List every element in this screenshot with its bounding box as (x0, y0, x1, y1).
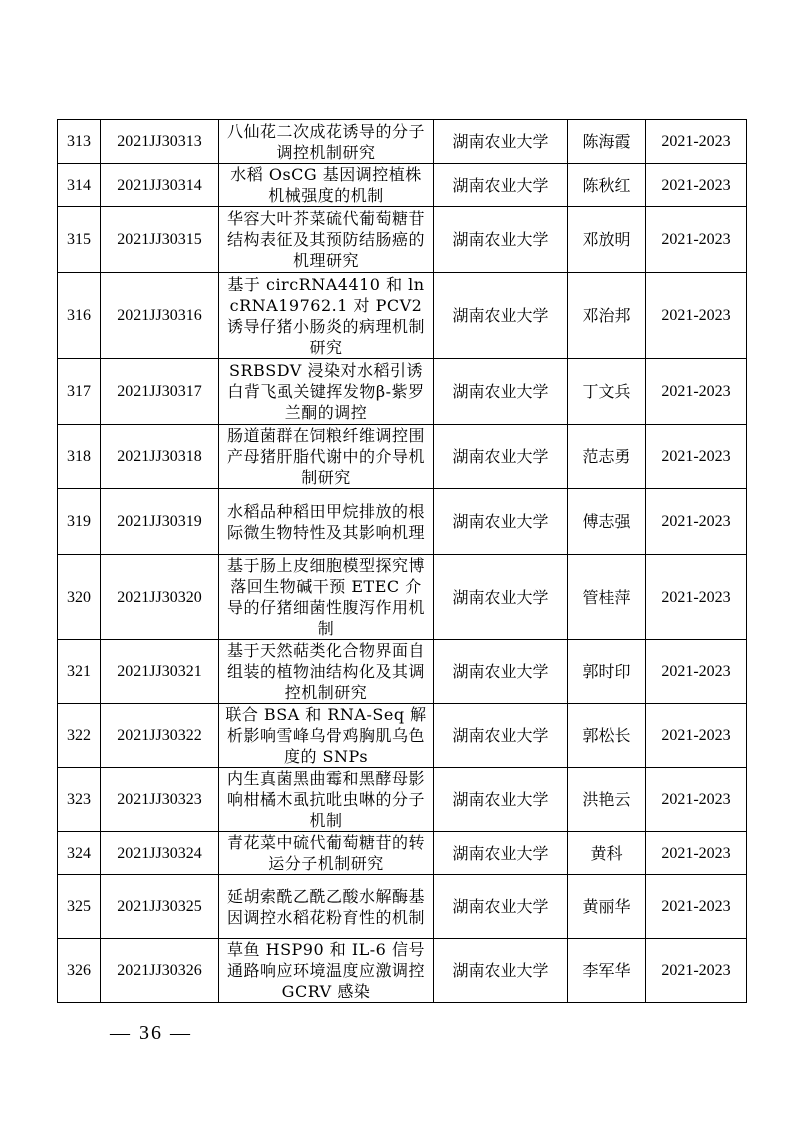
project-table-body (58, 120, 747, 1003)
cell-project-title (219, 489, 434, 555)
cell-project-title (219, 768, 434, 832)
cell-number: 317 (58, 359, 101, 425)
cell-project-title (219, 120, 434, 164)
table-row (58, 359, 747, 425)
cell-period: 2021-2023 (646, 120, 747, 164)
cell-unit: 湖南农业大学 (434, 939, 568, 1003)
cell-project-title (219, 164, 434, 207)
cell-person: 傅志强 (568, 489, 646, 555)
table-row (58, 120, 747, 164)
project-title-text: 青花菜中硫代葡萄糖苷的转运分子机制研究 (226, 833, 425, 873)
project-title-text: 水稻 OsCG 基因调控植株机械强度的机制 (230, 165, 422, 205)
cell-person: 陈秋红 (568, 164, 646, 207)
cell-period: 2021-2023 (646, 939, 747, 1003)
project-title-text: 八仙花二次成花诱导的分子调控机制研究 (226, 121, 425, 162)
cell-number: 320 (58, 555, 101, 640)
table-row (58, 768, 747, 832)
cell-person: 丁文兵 (568, 359, 646, 425)
cell-period: 2021-2023 (646, 875, 747, 939)
cell-project-id: 2021JJ30317 (101, 359, 219, 425)
cell-unit: 湖南农业大学 (434, 207, 568, 273)
table-row (58, 939, 747, 1003)
cell-person: 黄丽华 (568, 875, 646, 939)
project-title-text: 水稻品种稻田甲烷排放的根际微生物特性及其影响机理 (226, 501, 425, 542)
cell-project-id: 2021JJ30314 (101, 164, 219, 207)
cell-project-id: 2021JJ30323 (101, 768, 219, 832)
cell-period: 2021-2023 (646, 832, 747, 875)
table-row (58, 425, 747, 489)
cell-person: 洪艳云 (568, 768, 646, 832)
cell-unit: 湖南农业大学 (434, 832, 568, 875)
cell-unit: 湖南农业大学 (434, 120, 568, 164)
project-title-text: 肠道菌群在饲粮纤维调控围产母猪肝脂代谢中的介导机制研究 (226, 426, 425, 487)
cell-person: 管桂萍 (568, 555, 646, 640)
cell-unit: 湖南农业大学 (434, 704, 568, 768)
cell-project-id: 2021JJ30318 (101, 425, 219, 489)
table-row (58, 555, 747, 640)
cell-project-id: 2021JJ30316 (101, 273, 219, 359)
cell-unit: 湖南农业大学 (434, 273, 568, 359)
table-row (58, 207, 747, 273)
cell-project-id: 2021JJ30321 (101, 640, 219, 704)
project-title-text: 草鱼 HSP90 和 IL-6 信号通路响应环境温度应激调控 GCRV 感染 (226, 940, 425, 1001)
cell-project-title (219, 640, 434, 704)
cell-period: 2021-2023 (646, 425, 747, 489)
table-row (58, 875, 747, 939)
cell-period: 2021-2023 (646, 164, 747, 207)
cell-project-id: 2021JJ30319 (101, 489, 219, 555)
cell-period: 2021-2023 (646, 704, 747, 768)
cell-project-title (219, 832, 434, 875)
project-title-text: 联合 BSA 和 RNA-Seq 解析影响雪峰乌骨鸡胸肌乌色度的 SNPs (225, 705, 427, 766)
table-row (58, 832, 747, 875)
project-title-text: SRBSDV 浸染对水稻引诱白背飞虱关键挥发物β-紫罗兰酮的调控 (227, 361, 425, 422)
cell-period: 2021-2023 (646, 555, 747, 640)
cell-unit: 湖南农业大学 (434, 425, 568, 489)
cell-person: 邓放明 (568, 207, 646, 273)
cell-project-id: 2021JJ30322 (101, 704, 219, 768)
cell-period: 2021-2023 (646, 359, 747, 425)
cell-period: 2021-2023 (646, 207, 747, 273)
cell-number: 316 (58, 273, 101, 359)
cell-project-id: 2021JJ30326 (101, 939, 219, 1003)
project-title-text: 基于肠上皮细胞模型探究博落回生物碱干预 ETEC 介导的仔猪细菌性腹泻作用机制 (226, 556, 425, 638)
cell-period: 2021-2023 (646, 273, 747, 359)
cell-period: 2021-2023 (646, 489, 747, 555)
table-row (58, 164, 747, 207)
cell-period: 2021-2023 (646, 640, 747, 704)
cell-person: 李军华 (568, 939, 646, 1003)
project-title-text: 基于 circRNA4410 和 lncRNA19762.1 对 PCV2 诱导仔猪小肠炎的病理机制研究 (226, 274, 425, 357)
cell-number: 325 (58, 875, 101, 939)
cell-number: 323 (58, 768, 101, 832)
cell-person: 黄科 (568, 832, 646, 875)
cell-number: 315 (58, 207, 101, 273)
cell-project-id: 2021JJ30320 (101, 555, 219, 640)
cell-project-title (219, 425, 434, 489)
table-row (58, 640, 747, 704)
cell-unit: 湖南农业大学 (434, 640, 568, 704)
cell-number: 318 (58, 425, 101, 489)
project-title-text: 华容大叶芥菜硫代葡萄糖苷结构表征及其预防结肠癌的机理研究 (226, 209, 425, 270)
cell-unit: 湖南农业大学 (434, 768, 568, 832)
table-row (58, 273, 747, 359)
cell-number: 322 (58, 704, 101, 768)
cell-unit: 湖南农业大学 (434, 555, 568, 640)
project-title-text: 延胡索酰乙酰乙酸水解酶基因调控水稻花粉育性的机制 (226, 886, 425, 927)
cell-number: 326 (58, 939, 101, 1003)
cell-person: 郭松长 (568, 704, 646, 768)
cell-person: 邓治邦 (568, 273, 646, 359)
cell-number: 314 (58, 164, 101, 207)
cell-project-title (219, 939, 434, 1003)
cell-project-title (219, 555, 434, 640)
cell-unit: 湖南农业大学 (434, 359, 568, 425)
cell-person: 范志勇 (568, 425, 646, 489)
cell-project-id: 2021JJ30324 (101, 832, 219, 875)
cell-project-id: 2021JJ30315 (101, 207, 219, 273)
project-table (57, 119, 747, 1003)
cell-person: 陈海霞 (568, 120, 646, 164)
cell-unit: 湖南农业大学 (434, 489, 568, 555)
table-row (58, 704, 747, 768)
cell-project-title (219, 704, 434, 768)
cell-period: 2021-2023 (646, 768, 747, 832)
cell-number: 324 (58, 832, 101, 875)
table-row (58, 489, 747, 555)
cell-project-id: 2021JJ30325 (101, 875, 219, 939)
cell-unit: 湖南农业大学 (434, 164, 568, 207)
cell-project-title (219, 207, 434, 273)
cell-project-id: 2021JJ30313 (101, 120, 219, 164)
project-title-text: 内生真菌黑曲霉和黑酵母影响柑橘木虱抗吡虫啉的分子机制 (226, 769, 425, 830)
cell-project-title (219, 359, 434, 425)
cell-project-title (219, 875, 434, 939)
cell-person: 郭时印 (568, 640, 646, 704)
project-title-text: 基于天然萜类化合物界面自组装的植物油结构化及其调控机制研究 (226, 641, 425, 702)
cell-number: 321 (58, 640, 101, 704)
page-number: — 36 — (110, 1022, 192, 1044)
cell-number: 313 (58, 120, 101, 164)
cell-number: 319 (58, 489, 101, 555)
cell-project-title (219, 273, 434, 359)
cell-unit: 湖南农业大学 (434, 875, 568, 939)
